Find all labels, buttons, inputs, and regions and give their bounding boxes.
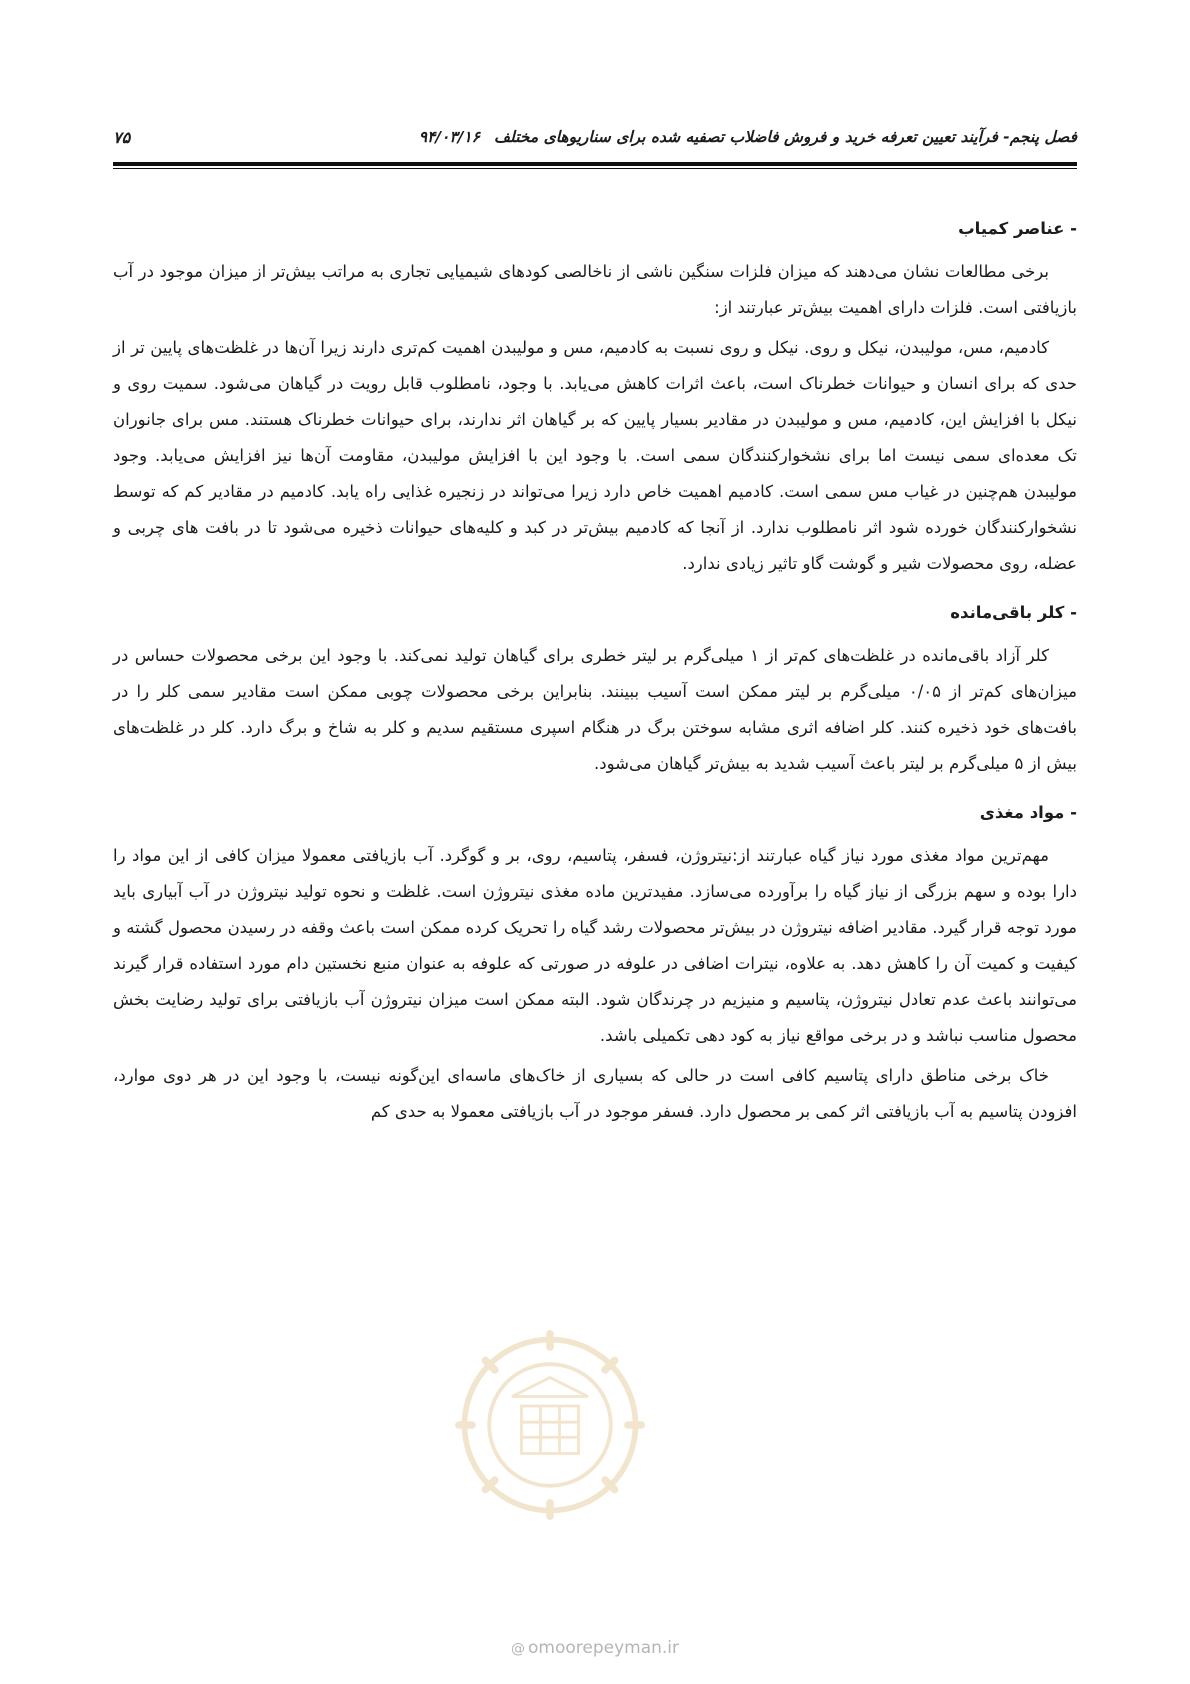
header-rule-thick — [113, 162, 1077, 166]
header-date: ۹۴/۰۳/۱۶ — [418, 128, 481, 146]
page-body — [113, 212, 1077, 1130]
page-header — [113, 128, 1077, 158]
header-title — [419, 128, 1077, 146]
paragraph: کادمیم، مس، مولیبدن، نیکل و روی. نیکل و روی نسبت به کادمیم، مس و مولیبدن اهمیت کم‌تری دارند زیرا آن‌ها در غلظت‌های پایین تر از حدی که برای انسان و حیوانات خطرناک است، باعث اثرات کاهش می‌یابد. با وجود، نامطلوب قابل رویت در گیاهان می‌شود. سمیت روی و نیکل با افزایش این، کادمیم، مس و مولیبدن در مقادیر بسیار پایین که بر گیاهان اثر ندارند، برای حیوانات خطرناک هستند. مس برای جانوران تک معده‌ای سمی نیست اما برای نشخوارکنندگان سمی است. با وجود این با افزایش مولیبدن، مقاومت آن‌ها نیز افزایش می‌یابد. وجود مولیبدن هم‌چنین در غیاب مس سمی است. کادمیم اهمیت خاص دارد زیرا می‌تواند در زنجیره غذایی راه یابد. کادمیم در مقادیر کم که توسط نشخوارکنندگان خورده شود اثر نامطلوب ندارد. از آنجا که کادمیم بیش‌تر در کبد و کلیه‌های حیوانات ذخیره می‌شود تا در بافت های چربی و عضله، روی محصولات شیر و گوشت گاو تاثیر زیادی ندارد. — [113, 338, 1077, 573]
at-sign-icon: @ — [510, 1641, 525, 1657]
header-rule-thin — [113, 168, 1077, 169]
paragraph: برخی مطالعات نشان می‌دهند که میزان فلزات سنگین ناشی از ناخالصی کودهای شیمیایی تجاری به مراتب بیش‌تر از میزان موجود در آب بازیافتی است. فلزات دارای اهمیت بیش‌تر عبارتند از: — [113, 262, 1077, 317]
paragraph: خاک برخی مناطق دارای پتاسیم کافی است در حالی که بسیاری از خاک‌های ماسه‌ای این‌گونه نیست، با وجود این در هر دوی موارد، افزودن پتاسیم به آب بازیافتی اثر کمی بر محصول دارد. فسفر موجود در آب بازیافتی معمولا به حدی کم — [113, 1066, 1077, 1121]
paragraph: مهم‌ترین مواد مغذی مورد نیاز گیاه عبارتند از:نیتروژن، فسفر، پتاسیم، روی، بر و گوگرد. آب بازیافتی معمولا میزان کافی از این مواد را دارا بوده و سهم بزرگی از نیاز گیاه را برآورده می‌سازد. مفیدترین ماده مغذی نیتروژن است. غلظت و نحوه تولید نیتروژن در آب آبیاری باید مورد توجه قرار گیرد. مقادیر اضافه نیتروژن در بیش‌تر محصولات رشد گیاه را تحریک کرده ممکن است باعث وقفه در رسیدن محصول گشته و کیفیت و کمیت آن را کاهش دهد. به علاوه، نیترات اضافی در علوفه در صورتی که علوفه به عنوان منبع نخستین دام مورد استفاده قرار گیرند می‌توانند باعث عدم تعادل نیتروژن، پتاسیم و منیزیم در چرندگان شود. البته ممکن است میزان نیتروژن آب بازیافتی برای تولید رضایت بخش محصول مناسب نباشد و در برخی مواقع نیاز به کود دهی تکمیلی باشد. — [113, 846, 1077, 1045]
chapter-title: فصل پنجم- فرآیند تعیین تعرفه خرید و فروش فاضلاب تصفیه شده برای سناریوهای مختلف — [494, 128, 1077, 146]
emblem-seal-icon — [455, 1330, 645, 1520]
page-number: ۷۵ — [113, 128, 131, 147]
paragraph: کلر آزاد باقی‌مانده در غلظت‌های کم‌تر از ۱ میلی‌گرم بر لیتر خطری برای گیاهان تولید نمی‌کند. با وجود این برخی محصولات حساس در میزان‌های کم‌تر از ۰/۰۵ میلی‌گرم بر لیتر ممکن است آسیب ببینند. بنابراین برخی محصولات چوبی ممکن است مقادیر سمی کلر را در بافت‌های خود ذخیره کنند. کلر اضافه اثری مشابه سوختن برگ در هنگام اسپری مستقیم سدیم و کلر به شاخ و برگ دارد. کلر در غلظت‌های بیش از ۵ میلی‌گرم بر لیتر باعث آسیب شدید به بیش‌تر گیاهان می‌شود. — [113, 646, 1077, 773]
section-heading-residual-chlorine: - کلر باقی‌مانده — [950, 603, 1077, 622]
watermark-site-label: omoorepeyman.ir — [527, 1638, 680, 1658]
watermark-site — [0, 1638, 1190, 1658]
section-heading-nutrients: - مواد مغذی — [979, 803, 1077, 822]
section-heading-trace-elements: - عناصر کمیاب — [958, 219, 1077, 238]
